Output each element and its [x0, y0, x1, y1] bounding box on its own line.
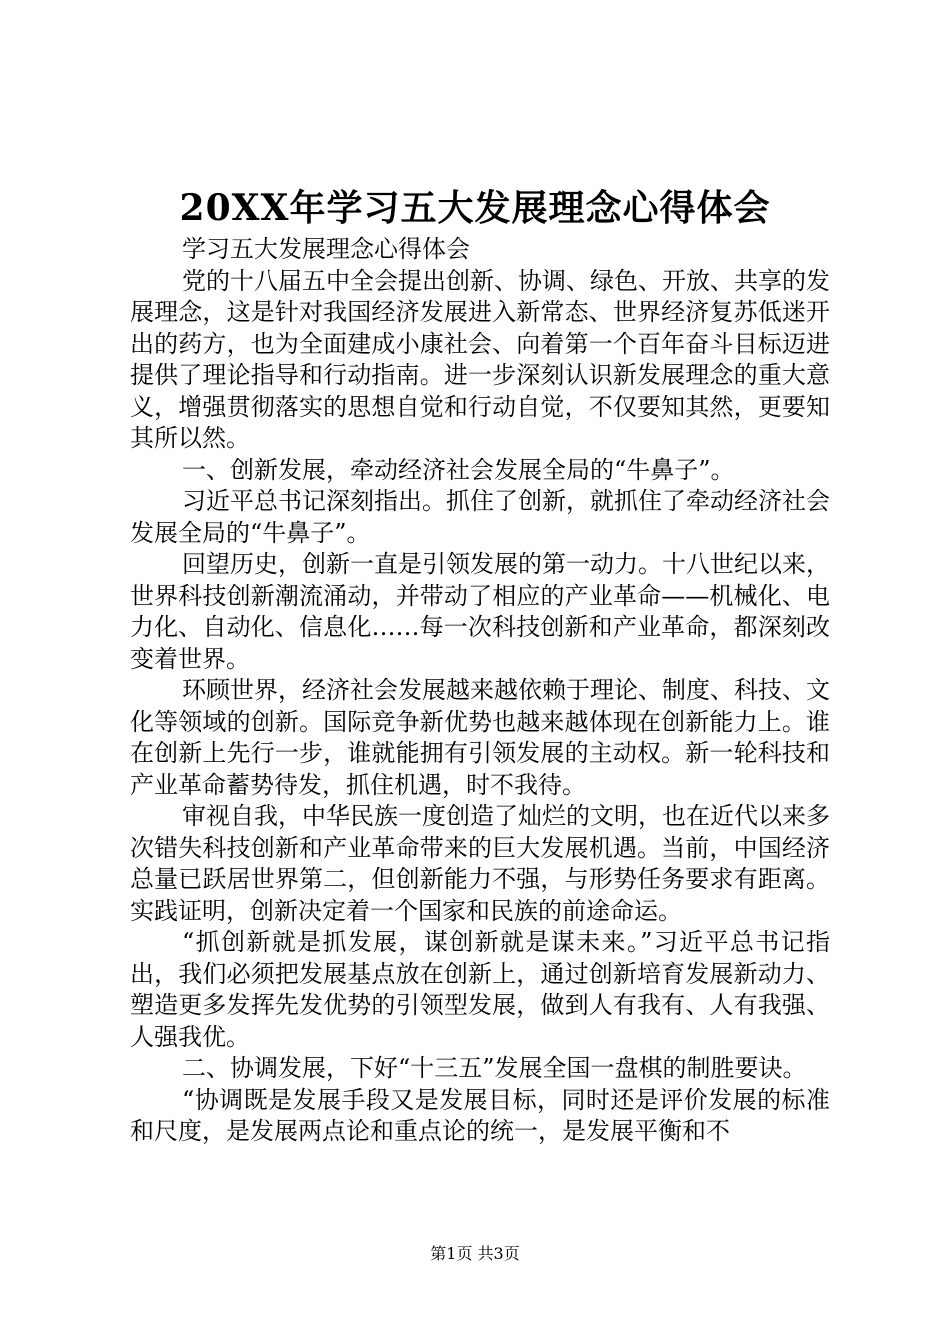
paragraph: “抓创新就是抓发展，谋创新就是谋未来。”习近平总书记指出，我们必须把发展基点放在创新上，通过创新培育发展新动力、塑造更多发挥先发优势的引领型发展，做到人有我有、人有我强、人强我优。: [130, 928, 830, 1051]
document-title: 20XX年学习五大发展理念心得体会: [179, 187, 771, 229]
paragraph: 审视自我，中华民族一度创造了灿烂的文明，也在近代以来多次错失科技创新和产业革命带来的巨大发展机遇。当前，中国经济总量已跃居世界第二，但创新能力不强，与形势任务要求有距离。实践证明，创新决定着一个国家和民族的前途命运。: [130, 802, 830, 925]
section-heading: 一、创新发展，牵动经济社会发展全局的“牛鼻子”。: [182, 455, 735, 484]
paragraph: 习近平总书记深刻指出。抓住了创新，就抓住了牵动经济社会发展全局的“牛鼻子”。: [130, 487, 830, 547]
page-footer: 第1页 共3页: [430, 1244, 520, 1263]
paragraph: 环顾世界，经济社会发展越来越依赖于理论、制度、科技、文化等领域的创新。国际竞争新优势也越来越体现在创新能力上。谁在创新上先行一步，谁就能拥有引领发展的主动权。新一轮科技和产业革命蓄势待发，抓住机遇，时不我待。: [130, 676, 830, 799]
paragraph-subtitle: 学习五大发展理念心得体会: [182, 235, 470, 263]
paragraph: 党的十八届五中全会提出创新、协调、绿色、开放、共享的发展理念，这是针对我国经济发展进入新常态、世界经济复苏低迷开出的药方，也为全面建成小康社会、向着第一个百年奋斗目标迈进提供了理论指导和行动指南。进一步深刻认识新发展理念的重大意义，增强贯彻落实的思想自觉和行动自觉，不仅要知其然，更要知其所以然。: [130, 266, 830, 452]
paragraph: 回望历史，创新一直是引领发展的第一动力。十八世纪以来，世界科技创新潮流涌动，并带动了相应的产业革命——机械化、电力化、自动化、信息化……每一次科技创新和产业革命，都深刻改变着世界。: [130, 550, 830, 673]
section-heading: 二、协调发展，下好“十三五”发展全国一盘棋的制胜要诀。: [182, 1054, 807, 1082]
document-body: [130, 234, 830, 1148]
paragraph: “协调既是发展手段又是发展目标，同时还是评价发展的标准和尺度，是发展两点论和重点论的统一，是发展平衡和不: [130, 1085, 830, 1145]
